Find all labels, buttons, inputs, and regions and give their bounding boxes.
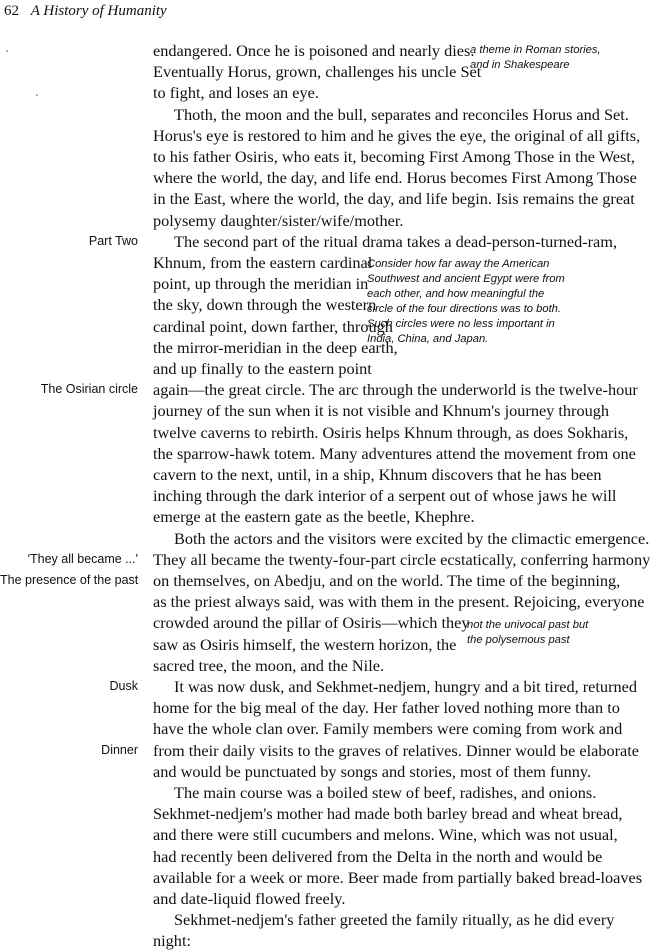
body-line: Eventually Horus, grown, challenges his uncle Set <box>153 62 482 82</box>
body-line: have the whole clan over. Family members were coming from work and <box>153 719 623 739</box>
body-line: to his father Osiris, who eats it, becoming First Among Those in the West, <box>153 147 635 166</box>
body-line: It was now dusk, and Sekhmet-nedjem, hungry and a bit tired, returned <box>174 677 637 696</box>
body-line: Sekhmet-nedjem's mother had made both barley bread and wheat bread, <box>153 804 623 824</box>
margin-label-dinner: Dinner <box>101 742 138 757</box>
body-line: Khnum, from the eastern cardinal <box>153 253 373 272</box>
sidenote-line: and in Shakespeare <box>470 59 570 71</box>
body-line: Horus's eye is restored to him and he gives the eye, the original of all gifts, <box>153 125 641 145</box>
body-line: The main course was a boiled stew of beef, radishes, and onions. <box>174 783 597 802</box>
body-line: from their daily visits to the graves of relatives. Dinner would be elaborate <box>153 740 640 760</box>
body-line: and up finally to the eastern point <box>153 359 372 378</box>
body-line: the sky, down through the western <box>153 295 377 315</box>
body-line: saw as Osiris himself, the western horizon, the <box>153 634 457 654</box>
body-line: to fight, and loses an eye. <box>153 83 319 103</box>
margin-label-presence-of-past: The presence of the past <box>0 573 139 587</box>
body-line: had recently been delivered from the Delta in the north and would be <box>153 846 603 866</box>
margin-label-dusk: Dusk <box>109 679 138 693</box>
sidenote-line: Such circles were no less important in <box>367 318 555 330</box>
body-line: sacred tree, the moon, and the Nile. <box>153 655 385 675</box>
body-line: in the East, where the world, the day, and life begin. Isis remains the great <box>153 189 635 209</box>
body-line: as the priest always said, was with them in the present. Rejoicing, everyone <box>153 592 645 612</box>
body-line: point, up through the meridian in <box>153 274 369 294</box>
margin-label-part-two: Part Two <box>88 233 138 248</box>
sidenote-line: not the univocal past but <box>467 619 589 632</box>
sidenote-roman-stories <box>470 43 601 73</box>
body-line: on themselves, on Abedju, and on the world. The time of the beginning, <box>153 571 621 590</box>
sidenote-four-directions <box>367 257 565 347</box>
sidenote-line: Southwest and ancient Egypt were from <box>367 273 565 285</box>
body-line: emerge at the eastern gate as the beetle, Khephre. <box>153 507 475 527</box>
body-line: Both the actors and the visitors were excited by the climactic emergence. <box>174 528 650 548</box>
body-line: the mirror-meridian in the deep earth, <box>153 337 398 357</box>
body-line: twelve caverns to rebirth. Osiris helps Khnum through, as does Sokharis, <box>153 422 629 442</box>
sidenote-polysemous-past <box>467 618 588 648</box>
body-line: and would be punctuated by songs and stories, most of them funny. <box>153 761 592 781</box>
margin-label-they-all-became: 'They all became ...' <box>27 551 138 566</box>
body-line: the sparrow-hawk totem. Many adventures attend the movement from one <box>153 443 636 463</box>
body-line: inching through the dark interior of a serpent out of whose jaws he will <box>153 486 617 506</box>
sidenote-line: circle of the four directions was to both. <box>367 303 562 315</box>
sidenote-line: Consider how far away the American <box>367 258 550 270</box>
body-line: available for a week or more. Beer made from partially baked bread-loaves <box>153 867 643 887</box>
body-line: and there were still cucumbers and melons. Wine, which was not usual, <box>153 825 618 845</box>
running-title: A History of Humanity <box>30 3 167 19</box>
body-line: endangered. Once he is poisoned and nearly dies. <box>153 41 475 60</box>
margin-label-osirian-circle: The Osirian circle <box>40 382 138 397</box>
body-line: The second part of the ritual drama takes a dead-person-turned-ram, <box>174 231 618 251</box>
body-line: They all became the twenty-four-part circle ecstatically, conferring harmony <box>153 549 650 569</box>
body-line: journey of the sun when it is not visible and Khnum's journey through <box>153 401 610 421</box>
body-line: where the world, the day, and life end. Horus becomes First Among Those <box>153 168 637 188</box>
sidenote-line: a theme in Roman stories, <box>470 44 601 56</box>
sidenote-line: India, China, and Japan. <box>367 333 489 345</box>
running-header <box>4 2 167 20</box>
body-line: Thoth, the moon and the bull, separates and reconciles Horus and Set. <box>174 104 629 124</box>
page-number: 62 <box>4 3 19 19</box>
body-line: polysemy daughter/sister/wife/mother. <box>153 210 404 230</box>
body-line: and date-liquid flowed freely. <box>153 889 346 908</box>
scan-speck <box>36 94 38 96</box>
scan-speck <box>6 50 8 52</box>
body-line: Sekhmet-nedjem's father greeted the family ritually, as he did every <box>174 910 615 930</box>
body-line: crowded around the pillar of Osiris—which they <box>153 613 470 633</box>
sidenote-line: each other, and how meaningful the <box>367 288 545 300</box>
sidenote-line: the polysemous past <box>467 634 570 647</box>
body-line: cardinal point, down farther, through <box>153 316 393 336</box>
body-line: night: <box>153 931 191 951</box>
body-line: again—the great circle. The arc through the underworld is the twelve-hour <box>153 380 638 400</box>
body-line: home for the big meal of the day. Her father loved nothing more than to <box>153 698 620 718</box>
body-line: cavern to the next, until, in a ship, Khnum discovers that he has been <box>153 465 602 484</box>
